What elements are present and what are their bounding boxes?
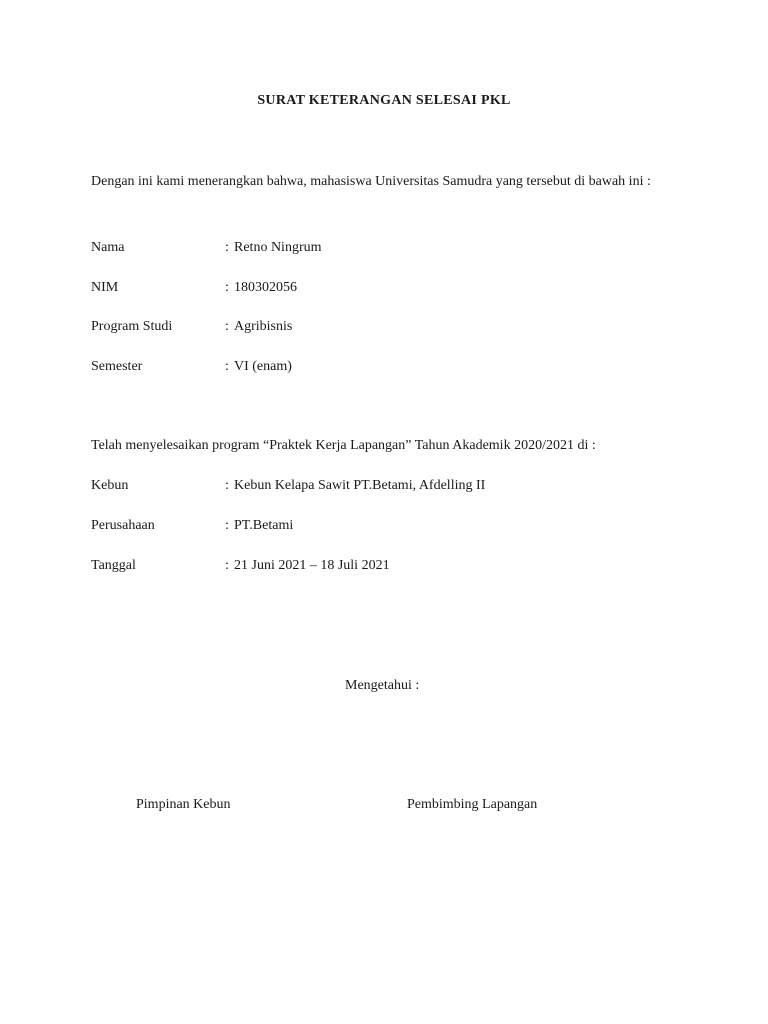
nama-separator: :: [225, 240, 229, 255]
perusahaan-separator: :: [225, 518, 229, 533]
field-nim: [91, 278, 691, 298]
nama-label: Nama: [91, 240, 125, 255]
field-program-studi: [91, 317, 691, 337]
semester-value: VI (enam): [234, 359, 292, 374]
kebun-value: Kebun Kelapa Sawit PT.Betami, Afdelling II: [234, 478, 486, 493]
field-nama: [91, 238, 691, 258]
field-kebun: [91, 476, 691, 496]
signatory-pimpinan-kebun: Pimpinan Kebun: [136, 797, 231, 812]
tanggal-separator: :: [225, 558, 229, 573]
nim-value: 180302056: [234, 280, 297, 295]
signatory-pembimbing-lapangan: Pembimbing Lapangan: [407, 797, 538, 812]
intro-paragraph: Dengan ini kami menerangkan bahwa, mahasiswa Universitas Samudra yang tersebut di bawah ini :: [91, 174, 651, 189]
program-studi-separator: :: [225, 319, 229, 334]
nama-value: Retno Ningrum: [234, 240, 322, 255]
acknowledged-by: Mengetahui :: [345, 678, 420, 693]
semester-separator: :: [225, 359, 229, 374]
kebun-label: Kebun: [91, 478, 129, 493]
semester-label: Semester: [91, 359, 143, 374]
nim-label: NIM: [91, 280, 119, 295]
perusahaan-label: Perusahaan: [91, 518, 155, 533]
tanggal-label: Tanggal: [91, 558, 136, 573]
program-studi-label: Program Studi: [91, 319, 173, 334]
document-title: SURAT KETERANGAN SELESAI PKL: [257, 93, 511, 108]
perusahaan-value: PT.Betami: [234, 518, 294, 533]
program-studi-value: Agribisnis: [234, 319, 293, 334]
field-tanggal: [91, 556, 691, 576]
statement-paragraph: Telah menyelesaikan program “Praktek Kerja Lapangan” Tahun Akademik 2020/2021 di :: [91, 438, 596, 453]
field-semester: [91, 357, 691, 377]
nim-separator: :: [225, 280, 229, 295]
kebun-separator: :: [225, 478, 229, 493]
field-perusahaan: [91, 516, 691, 536]
tanggal-value: 21 Juni 2021 – 18 Juli 2021: [234, 558, 390, 573]
